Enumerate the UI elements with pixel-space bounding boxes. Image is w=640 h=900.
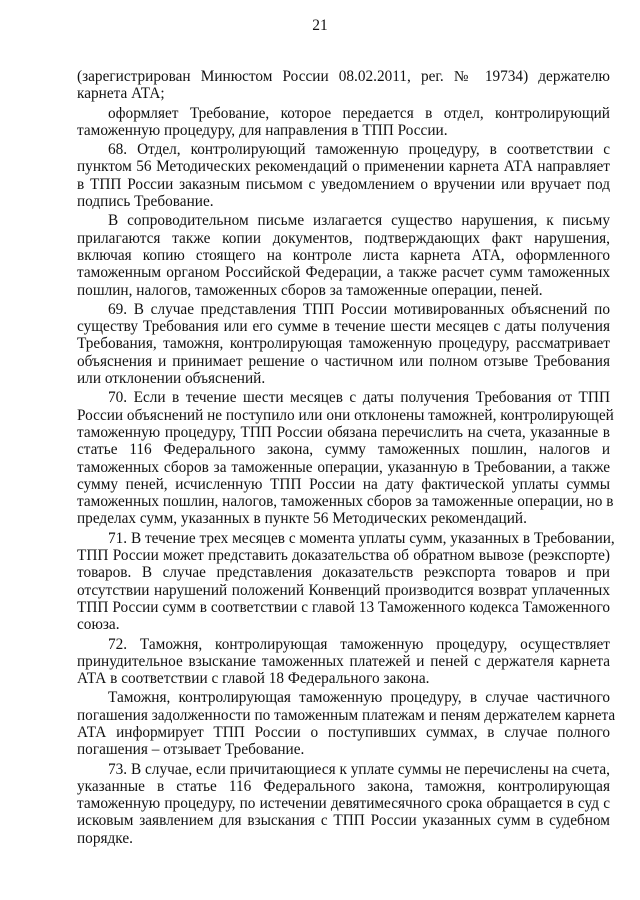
text-line: 73. В случае, если причитающиеся к уплате суммы не перечислены на счета,: [108, 760, 610, 778]
text-line: Таможня, контролирующая таможенную процедуру, в случае частичного: [108, 689, 610, 707]
text-line: таможенным органом Российской Федерации, а также расчет сумм таможенных: [77, 264, 610, 282]
text-line: таможенных пошлин, налогов, таможенных сборов за таможенные операции, но в: [77, 493, 614, 511]
text-line: или отклонении объяснений.: [77, 370, 266, 388]
text-line: России объяснений не поступило или они отклонены таможней, контролирующей: [77, 406, 614, 424]
paragraph: [77, 529, 615, 634]
text-line: пределах сумм, указанных в пункте 56 Методических рекомендаций.: [77, 510, 527, 528]
text-line: пунктом 56 Методических рекомендаций о применении карнета АТА направляет: [77, 158, 610, 176]
text-line: существу Требования или его сумме в течение шести месяцев с даты получения: [77, 318, 610, 336]
text-line: 68. Отдел, контролирующий таможенную процедуру, в соответствии с: [108, 141, 610, 159]
text-line: указанные в статье 116 Федерального закона, таможня, контролирующая: [77, 777, 610, 795]
paragraph: [77, 689, 616, 759]
text-line: АТА информирует ТПП России о поступивших суммах, в случае полного: [77, 723, 610, 741]
paragraph: [77, 761, 610, 847]
text-line: ТПП России сумм в соответствии с главой 13 Таможенного кодекса Таможенного: [77, 598, 610, 616]
document-body: [77, 68, 616, 849]
text-line: погашения задолженности по таможенным платежам и пеням держателем карнета: [77, 706, 616, 724]
page-number: 21: [312, 17, 328, 34]
text-line: таможенную процедуру, по истечении девятимесячного срока обращается в суд с: [77, 795, 610, 813]
text-line: прилагаются также копии документов, подтверждающих факт нарушения,: [77, 229, 610, 247]
paragraph: [77, 68, 610, 103]
paragraph: [77, 389, 614, 528]
text-line: союза.: [77, 616, 120, 634]
paragraph: [77, 105, 610, 140]
text-line: АТА в соответствии с главой 18 Федерального закона.: [77, 670, 430, 688]
text-line: таможенную процедуру, ТПП России обязана перечислить на счета, указанные в: [77, 423, 610, 441]
text-line: товаров. В случае представления доказательств реэкспорта товаров и при: [77, 564, 610, 582]
text-line: Требования, таможня, контролирующая таможенную процедуру, рассматривает: [77, 335, 610, 353]
text-line: принудительное взыскание таможенных платежей и пеней с держателя карнета: [77, 652, 610, 670]
text-line: объяснения и принимает решение о частичном или полном отзыве Требования: [77, 352, 610, 370]
text-line: оформляет Требование, которое передается в отдел, контролирующий: [108, 104, 610, 122]
text-line: таможенную процедуру, для направления в ТПП России.: [77, 121, 448, 139]
paragraph: [77, 212, 610, 298]
text-line: 71. В течение трех месяцев с момента уплаты сумм, указанных в Требовании,: [108, 529, 615, 547]
text-line: отсутствии нарушений положений Конвенций производится возврат уплаченных: [77, 581, 610, 599]
text-line: сумму пеней, исчисленную ТПП России на дату фактической уплаты суммы: [77, 475, 610, 493]
text-line: 69. В случае представления ТПП России мотивированных объяснений по: [108, 300, 610, 318]
text-line: порядке.: [77, 829, 133, 847]
text-line: 70. Если в течение шести месяцев с даты получения Требования от ТПП: [108, 389, 610, 407]
text-line: исковым заявлением для взыскания с ТПП России указанных сумм в судебном: [77, 812, 610, 830]
text-line: таможенных сборов за таможенные операции, указанную в Требовании, а также: [77, 458, 610, 476]
text-line: карнета АТА;: [77, 85, 165, 103]
text-line: ТПП России может представить доказательства об обратном вывозе (реэкспорте): [77, 547, 610, 565]
paragraph: [77, 141, 610, 210]
paragraph: [77, 636, 610, 688]
text-line: (зарегистрирован Минюстом России 08.02.2011, рег. № 19734) держателю: [77, 68, 610, 85]
text-line: включая копию стоящего на контроле листа карнета АТА, оформленного: [77, 246, 610, 264]
text-line: погашения – отзывает Требование.: [77, 741, 305, 759]
text-line: статье 116 Федерального закона, сумму таможенных пошлин, налогов и: [77, 441, 610, 459]
paragraph: [77, 301, 610, 387]
text-line: пошлин, налогов, таможенных сборов за таможенные операции, пеней.: [77, 281, 543, 299]
text-line: подпись Требование.: [77, 193, 214, 211]
text-line: в ТПП России заказным письмом с уведомлением о вручении или вручает под: [77, 175, 610, 193]
text-line: 72. Таможня, контролирующая таможенную процедуру, осуществляет: [108, 635, 610, 653]
text-line: В сопроводительном письме излагается существо нарушения, к письму: [108, 212, 610, 230]
